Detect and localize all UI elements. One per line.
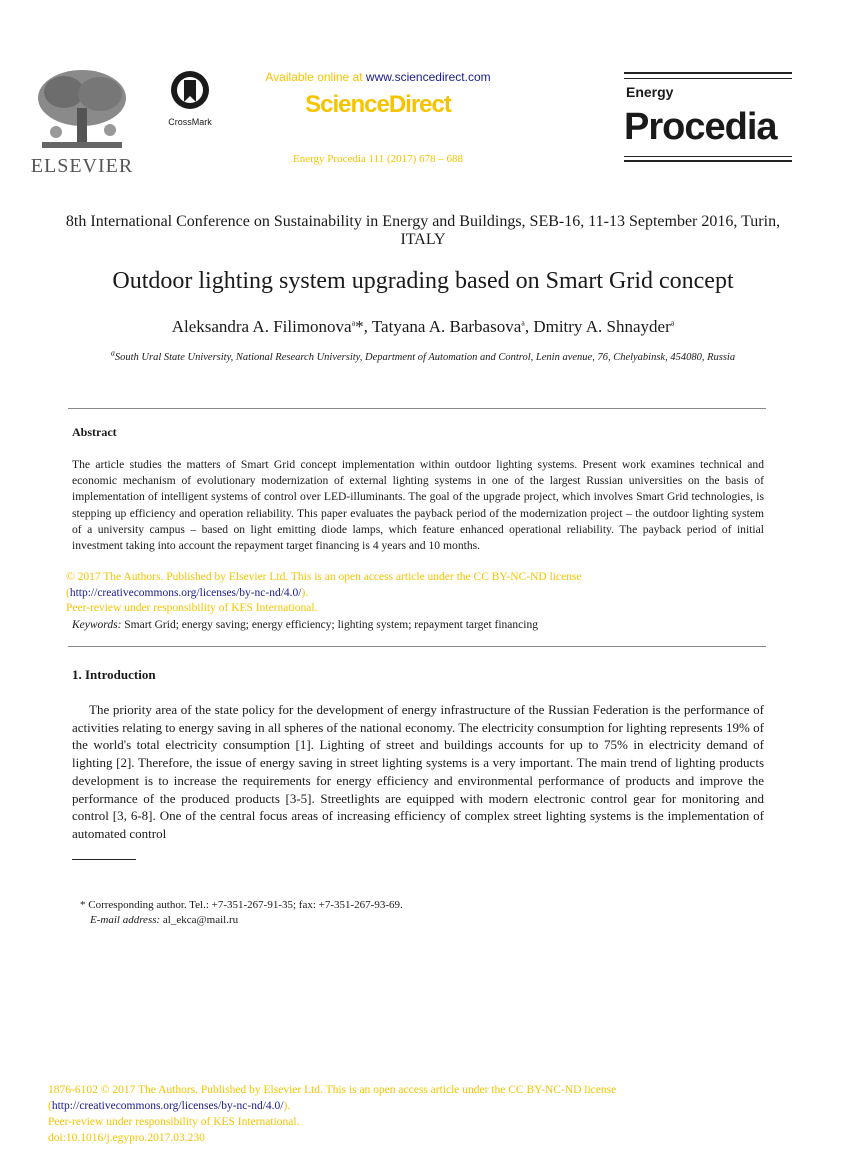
license-close-paren: ). — [301, 586, 309, 599]
conference-line: 8th International Conference on Sustainability in Energy and Buildings, SEB-16, 11-13 September 2016, Turin, ITALY — [65, 213, 781, 248]
journal-logo-top-rule — [624, 72, 792, 74]
available-online-prefix: Available online at — [265, 70, 366, 84]
license-url-link[interactable]: http://creativecommons.org/licenses/by-nc-nd/4.0/ — [69, 586, 302, 599]
author-affil-marker: a — [521, 318, 525, 328]
corresponding-mark: * — [355, 317, 364, 336]
license-open-paren: ( — [66, 586, 70, 599]
journal-logo — [624, 72, 792, 164]
keywords — [72, 619, 764, 631]
author-list: Aleksandra A. Filimonova$^a$*, Tatyana A. Barbasova$^a$, Dmitry A. Shnayder$^a$ — [171, 317, 675, 336]
bottom-license-url-line — [48, 1098, 808, 1114]
elsevier-wordmark: ELSEVIER — [30, 155, 134, 177]
abstract-heading: Abstract — [72, 425, 117, 439]
journal-logo-bottom-rule-2 — [624, 160, 792, 162]
bottom-license — [48, 1082, 808, 1146]
footnote — [80, 898, 760, 928]
abstract-license — [66, 570, 766, 617]
abstract-top-rule — [68, 408, 766, 409]
bottom-open-paren: ( — [48, 1100, 52, 1112]
doi: doi:10.1016/j.egypro.2017.03.230 — [48, 1132, 205, 1144]
email-note — [80, 913, 760, 928]
available-online — [230, 70, 526, 84]
affiliation-marker: a — [110, 348, 115, 358]
license-url-line — [66, 586, 766, 602]
affiliation-text: South Ural State University, National Research University, Department of Automation and Control, Lenin avenue, 76, Chelyabinsk, 454080, Russia — [114, 352, 736, 363]
journal-name-line1: Energy — [626, 84, 674, 100]
bottom-license-line: 1876-6102 © 2017 The Authors. Published by Elsevier Ltd. This is an open access article under the CC BY-NC-ND license — [48, 1084, 617, 1096]
sciencedirect-link[interactable]: www.sciencedirect.com — [365, 70, 491, 84]
email-label: E-mail address: — [90, 914, 161, 926]
journal-logo-bottom-rule — [624, 156, 792, 157]
crossmark-logo[interactable] — [162, 70, 218, 126]
bottom-close-paren: ). — [283, 1100, 291, 1112]
abstract-body: The article studies the matters of Smart Grid concept implementation within outdoor lighting systems. Present work examines technical and economic mechanism of evolutionary modernization of external lighting systems in one of the largest Russian universities on the basis of implementation of intelligent systems of control over LED-illuminants. The goal of the upgrade project, which involves Smart Grid technologies, is stepping up efficiency and operation reliability. This paper evaluates the payback period of the modernization project – the outdoor lighting system of a university campus – based on light emitting diode lamps, which feature enhanced operational reliability. The payback period of initial investment taking into account the repayment target financing is 4 years and 10 months. — [72, 458, 764, 553]
author-name: Dmitry A. Shnayder — [533, 317, 671, 336]
author-affil-marker: a — [670, 318, 675, 328]
keywords-text: Smart Grid; energy saving; energy efficiency; lighting system; repayment target financing — [124, 619, 538, 631]
email-address: al_ekca@mail.ru — [162, 914, 239, 926]
bottom-license-url-link[interactable]: http://creativecommons.org/licenses/by-nc-nd/4.0/ — [51, 1100, 284, 1112]
journal-citation: Energy Procedia 111 (2017) 678 – 688 — [292, 153, 464, 165]
footnote-rule — [72, 859, 136, 860]
elsevier-tree-icon — [22, 64, 142, 152]
journal-name-line2: Procedia — [624, 106, 777, 148]
author-affil-marker: a — [351, 318, 356, 328]
journal-logo-top-rule-2 — [624, 78, 792, 79]
affiliation — [70, 350, 776, 365]
crossmark-label: CrossMark — [168, 117, 212, 127]
elsevier-logo — [22, 64, 142, 177]
author-name: Aleksandra A. Filimonova — [171, 317, 352, 336]
author-name: Tatyana A. Barbasova — [371, 317, 522, 336]
introduction-body: The priority area of the state policy for the development of energy infrastructure of the Russian Federation is the performance of activities relating to energy saving in all spheres of the national economy. The electricity consumption for lighting represents 19% of the world's total electricity consumption [1]. Lighting of street and buildings accounts for up to 75% in electricity demand of lighting [2]. Therefore, the issue of energy saving in street lighting systems is a very important. The main trend of lighting products development is to increase the requirements for energy efficiency and environmental performance of products and improve the performance of the produced products [3-5]. Streetlights are equipped with modern electronic control gear for monitoring and control [3, 6-8]. One of the central focus areas of increasing efficiency of complex street lighting systems is the implementation of automated control — [72, 702, 764, 841]
sciencedirect-brand: ScienceDirect — [305, 91, 451, 118]
paper-title: Outdoor lighting system upgrading based on Smart Grid concept — [112, 268, 734, 294]
abstract-bottom-rule — [68, 646, 766, 647]
corresponding-author-note: * Corresponding author. Tel.: +7-351-267-91-35; fax: +7-351-267-93-69. — [80, 899, 403, 911]
introduction-heading: 1. Introduction — [72, 667, 156, 682]
crossmark-icon — [170, 70, 210, 110]
keywords-label: Keywords: — [72, 619, 122, 631]
peer-review-line: Peer-review under responsibility of KES International. — [66, 602, 318, 614]
license-line: © 2017 The Authors. Published by Elsevier Ltd. This is an open access article under the CC BY-NC-ND license — [66, 571, 582, 583]
bottom-peer-review: Peer-review under responsibility of KES International. — [48, 1116, 300, 1128]
